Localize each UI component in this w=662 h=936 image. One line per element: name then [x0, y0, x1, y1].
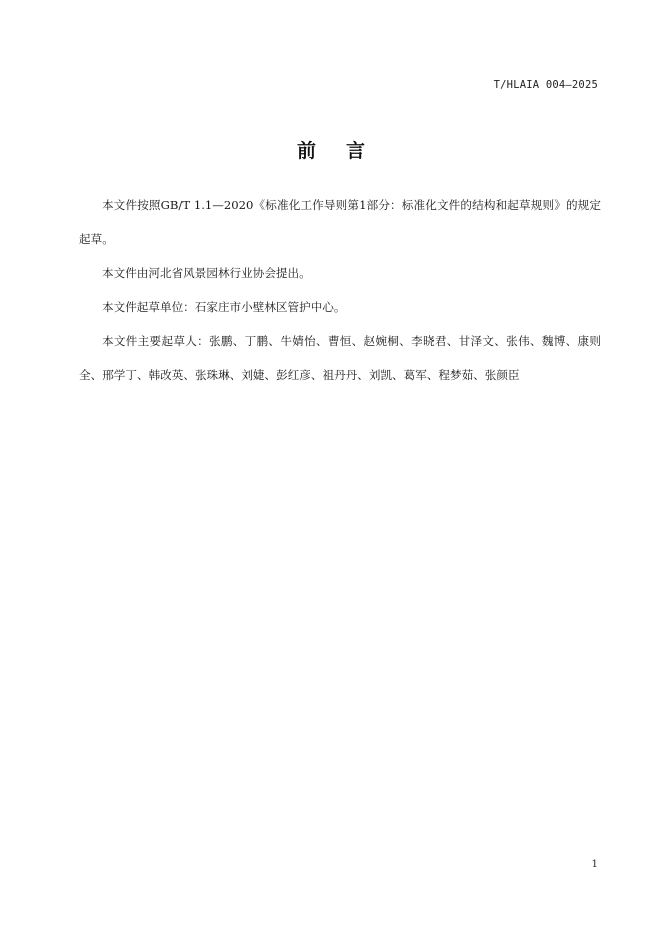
paragraph-drafters: 本文件主要起草人：张鹏、丁鹏、牛婧怡、曹恒、赵婉桐、李晓君、甘泽文、张伟、魏博、康则全、邢学丁、韩改英、张珠琳、刘婕、彭红彦、祖丹丹、刘凯、葛军、程梦茹、张颜臣	[79, 334, 601, 382]
page-title: 前言	[296, 140, 395, 162]
paragraph-drafting-unit: 本文件起草单位：石家庄市小壁林区管护中心。	[102, 300, 346, 314]
page-number: 1	[591, 858, 598, 870]
document-code: T/HLAIA 004—2025	[493, 79, 598, 91]
paragraph-proposer: 本文件由河北省风景园林行业协会提出。	[102, 266, 311, 280]
paragraph-drafting-rules: 本文件按照GB/T 1.1—2020《标准化工作导则第1部分：标准化文件的结构和起草规则》的规定起草。	[79, 198, 601, 246]
foreword-body	[79, 188, 601, 392]
